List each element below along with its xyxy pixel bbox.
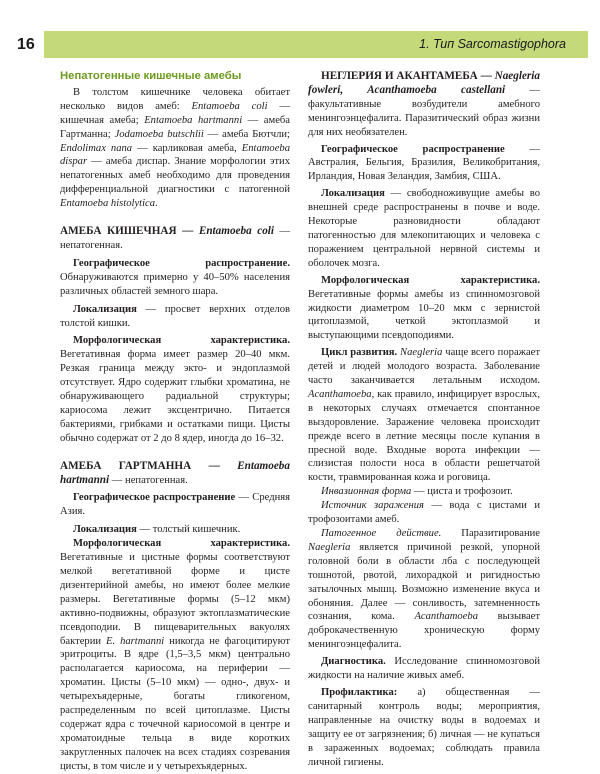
page-header <box>0 31 600 58</box>
page-number: 16 <box>0 31 40 58</box>
hartmanni-morphology: Морфологическая характеристика. Вегетативные и цистные формы соответствуют мелкой вегетативной форме и цисте дизентерийной амебы, но имеют более мелкие размеры. Вегетативные формы (5–12 мкм) активно-подвижны, образуют эктоплазматические псевдоподии. В пищеварительных вакуолях бактерии E. hartmanni никогда не фагоцитируют эритроциты. В ядре (1,5–3,5 мкм) центрально располагается кариосома, на периферии — хроматин. Цисты (5–10 мкм) — одно-, двух- и четырехъядерные, богаты гликогеном, распределенным по всей цитоплазме. Цисты содержат ядра с точечной кариосомой в центре и хроматоидные тельца в виде коротких закругленных палочек на всех стадиях созревания цисты, в том числе и у четырехъядерных. <box>60 538 290 772</box>
section-title-naegleria: НЕГЛЕРИЯ И АКАНТАМЕБА — Naegleria fowleri, Acanthamoeba castellani — факультативные возбудители амебного менингоэнцефалита. Паразитический образ жизни для них необязателен. <box>308 70 540 138</box>
naegleria-life-cycle: Цикл развития. Naegleria чаще всего поражает детей и людей молодого возраста. Заболевание часто заканчивается летальным исходом. Acanthamoeba, как правило, инфицирует взрослых, в некоторых случаях отмечается спонтанное выздоровление. Заражение человека происходит прежде всего в летние месяцы после купания в пресной воде. Входные ворота инфекции — слизистая полости носа в области решетчатой кости, травмированная кожа и роговица. <box>308 347 540 484</box>
naegleria-localization: Локализация — свободноживущие амебы во внешней среде распространены в почве и воде. Некоторые разновидности обладают патогенностью для млекопитающих и человека с поражением центральной нервной системы и оболочек мозга. <box>308 188 540 269</box>
naegleria-diagnostics: Диагностика. Исследование спинномозговой жидкости на наличие живых амеб. <box>308 656 540 682</box>
intro-paragraph: В толстом кишечнике человека обитает несколько видов амеб: Entamoeba coli — кишечная амеба; Entamoeba hartmanni — амеба Гартманна; Jodamoeba butschlii — амеба Бютчли; Endolimax nana — карликовая амеба, Entamoeba dispar — амеба диспар. Знание морфологии этих непатогенных амеб необходимо для проведения дифференциальной диагностики с патогенной Entamoeba histolytica. <box>60 86 291 210</box>
coli-geography: Географическое распространение. Обнаруживаются примерно у 40–50% населения различных областей земного шара. <box>60 257 290 297</box>
section-title-coli: АМЕБА КИШЕЧНАЯ — Entamoeba coli — непатогенная. <box>60 225 290 251</box>
naegleria-pathogenic-action: Патогенное действие. Паразитирование Naegleria является причиной резкой, упорной головной боли в области лба с последующей тошнотой, рвотой, лихорадкой и ригидностью затылочных мышц. Возможно изменение вкуса и обоняния. Далее — сонливость, затемненность сознания, кома. Acanthamoeba вызывает доброкачественную хроническую форму менингоэнцефалита. <box>308 528 541 651</box>
right-column <box>308 70 540 769</box>
hartmanni-geography: Географическое распространение — Средняя Азия. <box>60 492 291 518</box>
hartmanni-localization: Локализация — толстый кишечник. <box>73 524 241 536</box>
coli-localization: Локализация — просвет верхних отделов толстой кишки. <box>60 303 290 329</box>
chapter-title: 1. Тип Sarcomastigophora <box>419 37 566 51</box>
coli-morphology: Морфологическая характеристика. Вегетативная форма имеет размер 20–40 мкм. Резкая граница между экто- и эндоплазмой отсутствует. Ядро содержит глыбки хроматина, не обнаруживающего радиальной структуры; кариосома лежит эксцентрично. Питается бактериями, грибками и остатками пищи. Цисты обычно содержат от 2 до 8 ядер, иногда до 16–32. <box>60 335 290 444</box>
naegleria-prophylaxis: Профилактика: а) общественная — санитарный контроль воды; мероприятия, направленные на очистку воды в водоемах и защиту ее от загрязнения; б) личная — не купаться в зараженных водоемах; соблюдать правила личной гигиены. <box>308 686 540 768</box>
section-title-hartmanni: АМЕБА ГАРТМАННА — Entamoeba hartmanni — непатогенная. <box>60 459 290 486</box>
naegleria-invasive-form: Инвазионная форма — циста и трофозоит. <box>321 486 513 498</box>
section-heading-nonpathogenic: Непатогенные кишечные амебы <box>60 70 242 82</box>
naegleria-geography: Географическое распространение — Австралия, Бельгия, Бразилия, Великобритания, Ирландия, Новая Зеландия, Замбия, США. <box>308 143 540 183</box>
left-column <box>60 70 290 774</box>
naegleria-infection-source: Источник заражения — вода с цистами и трофозоитами амеб. <box>308 500 540 526</box>
chapter-header-bar <box>44 31 588 58</box>
naegleria-morphology: Морфологическая характеристика. Вегетативные формы амебы из спинномозговой жидкости диаметром 10–20 мкм с зернистой цитоплазмой, четкой эктоплазмой и выступающими псевдоподиями. <box>308 274 540 342</box>
